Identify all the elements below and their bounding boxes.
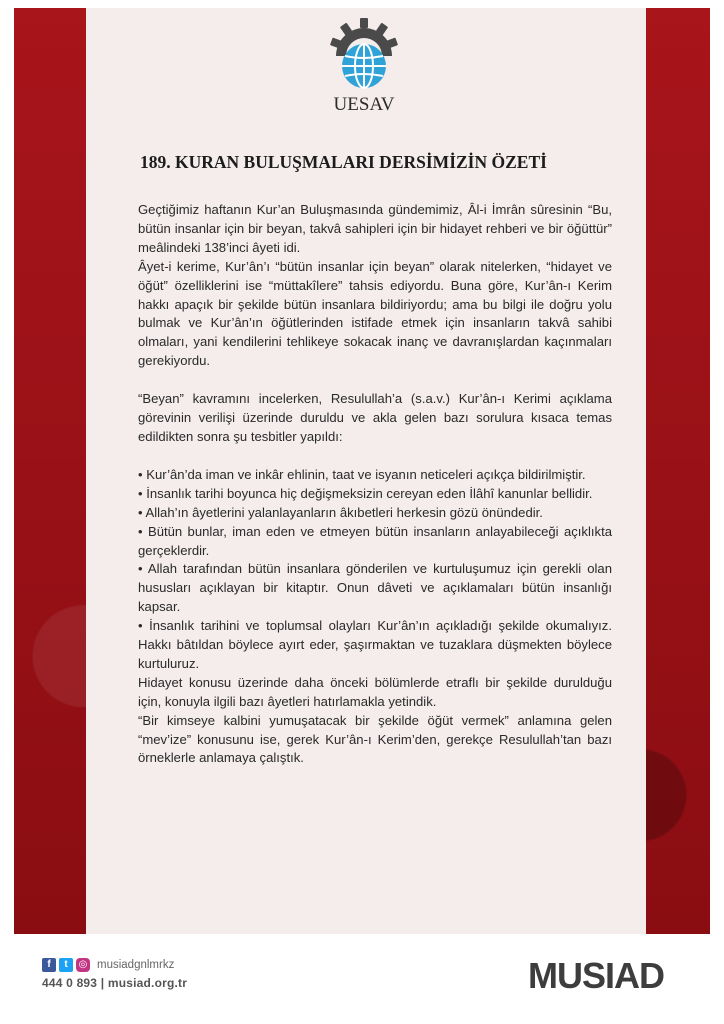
facebook-icon[interactable]: f	[42, 958, 56, 972]
footer-contact	[42, 958, 187, 990]
paragraph: Âyet-i kerime, Kur’ân’ı “bütün insanlar için beyan” olarak nitelerken, “hidayet ve öğüt” özelliklerini ise “müttakîlere” tahsis ediyordu. Buna göre, Kur’ân-ı Kerim hakkı apaçık bir şekilde bütün insanlara bildiriyordu; ama bu bilgi ile doğru yolu bulmak ve Kur’ân’ın öğütlerinden istifade etmek için insanların takvâ sahibi olmaları, yani kendilerini tehlikeye sokacak inanç ve davranışlardan kaçınmaları gerekiyordu.	[138, 258, 612, 369]
document-body	[138, 201, 612, 768]
uesav-logo	[322, 16, 406, 120]
bullet-item: • Allah tarafından bütün insanlara gönderilen ve kurtuluşumuz için gerekli olan hususları açıklayan bir kitaptır. Onun dâveti ve açıklamaları bütün insanlığı kapsar.	[138, 560, 612, 617]
gear-globe-icon	[322, 16, 406, 94]
logo-text: UESAV	[333, 94, 395, 115]
bullet-item: • Kur’ân’da iman ve inkâr ehlinin, taat ve isyanın neticeleri açıkça bildirilmiştir.	[138, 466, 612, 485]
separator: |	[100, 976, 105, 990]
paragraph: “Beyan” kavramını incelerken, Resulullah’a (s.a.v.) Kur’ân-ı Kerimi açıklama görevinin verilişi üzerinde duruldu ve akla gelen bazı sorulura kısaca temas edildikten sonra şu tesbitler yapıldı:	[138, 391, 612, 444]
instagram-icon[interactable]: ◎	[76, 958, 90, 972]
paragraph: Geçtiğimiz haftanın Kur’an Buluşmasında gündemimiz, Âl-i İmrân sûresinin “Bu, bütün insanlar için bir beyan, takvâ sahipleri için bir hidayet rehberi ve bir öğüttür” meâlindeki 138’inci âyeti idi.	[138, 202, 612, 255]
bullet-item: • İnsanlık tarihini ve toplumsal olayları Kur’ân’ın açıkladığı şekilde okumalıyız. Hakkı bâtıldan böylece ayırt eder, şaşırmaktan ve tuzaklara düşmekten böylece kurtuluruz.	[138, 617, 612, 674]
twitter-icon[interactable]: t	[59, 958, 73, 972]
social-handle[interactable]: musiadgnlmrkz	[97, 959, 175, 971]
page-title: 189. KURAN BULUŞMALARI DERSİMİZİN ÖZETİ	[140, 152, 547, 172]
phone-number: 444 0 893	[42, 976, 98, 990]
bullet-item: • Bütün bunlar, iman eden ve etmeyen bütün insanların anlayabileceği açıklıkta gerçeklerdir.	[138, 523, 612, 561]
website-link[interactable]: musiad.org.tr	[107, 976, 188, 990]
musiad-logo: MUSIAD	[528, 955, 664, 996]
paragraph: Hidayet konusu üzerinde daha önceki bölümlerde etraflı bir şekilde durulduğu için, konuyla ilgili bazı âyetleri hatırlamakla yetindik.	[138, 674, 612, 709]
paragraph: “Bir kimseye kalbini yumuşatacak bir şekilde öğüt vermek” anlamına gelen “mev’ize” konusunu ise, gerek Kur’ân-ı Kerim’den, gerekçe Resulullah’tan bazı örneklerle anlamaya çalıştık.	[138, 712, 612, 766]
bullet-item: • Allah’ın âyetlerini yalanlayanların âkıbetleri herkesin gözü önündedir.	[138, 504, 612, 523]
bullet-item: • İnsanlık tarihi boyunca hiç değişmeksizin cereyan eden İlâhî kanunlar bellidir.	[138, 485, 612, 504]
